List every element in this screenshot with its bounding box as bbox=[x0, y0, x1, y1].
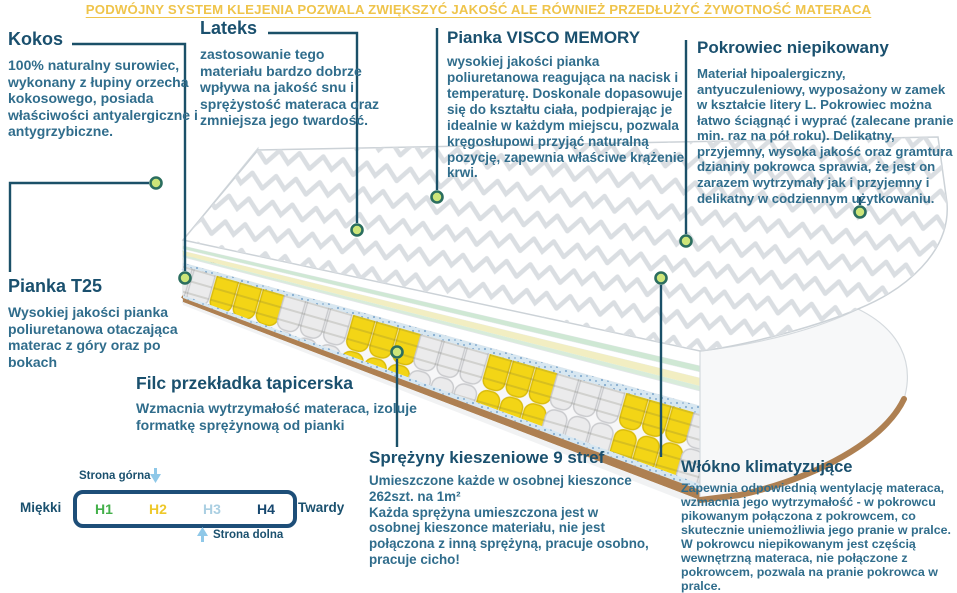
marker-sprezyny bbox=[392, 347, 403, 358]
sprezyny-description bbox=[369, 473, 649, 568]
filc-title: Filc przekładka tapicerska bbox=[136, 373, 353, 393]
sprezyny-description-line1: Umieszczone każde w osobnej kieszonce 262szt. na 1m² bbox=[369, 473, 632, 504]
scale-hard-label: Twardy bbox=[298, 500, 345, 515]
sprezyny-title: Sprężyny kieszeniowe 9 stref bbox=[369, 448, 605, 467]
filc-description: Wzmacnia wytrzymałość materaca, izoluje formatkę sprężynową od pianki bbox=[136, 400, 417, 433]
wlokno-title: Włókno klimatyzujące bbox=[681, 458, 853, 476]
hardness-scale bbox=[73, 490, 297, 528]
lateks-title: Lateks bbox=[200, 18, 258, 38]
wlokno-description: Zapewnia odpowiednią wentylację materaca, wzmacnia jego wytrzymałość - w pokrowcu pikowanym połączona z pokrowcem, co skutecznie uniemożliwia jego pranie w pralce. W pokrowcu niepikowanym jest częścią wewnętrzną materaca, nie połączone z pokrowcem, pozwala na pranie pokrowca w pralce. bbox=[681, 481, 951, 593]
top-side-label: Strona górna bbox=[79, 470, 151, 482]
marker-wlokno bbox=[656, 273, 667, 284]
hardness-h4: H4 bbox=[257, 501, 275, 517]
marker-t25 bbox=[151, 178, 162, 189]
lateks-description: zastosowanie tego materiału bardzo dobrze wpływa na jakość snu i sprężystość materaca oraz zmniejsza jego twardość. bbox=[200, 46, 379, 129]
marker-visco bbox=[432, 192, 443, 203]
marker-pokrowiec bbox=[681, 236, 692, 247]
pokrowiec-title: Pokrowiec niepikowany bbox=[697, 38, 889, 57]
visco-description: wysokiej jakości pianka poliuretanowa reagująca na nacisk i temperaturę. Doskonale dopasowuje się do kształtu ciała, podpierając je idealnie w każdym miejscu, pozwala kręgosłupowi przyjąć naturalną pozycję, zapewnia właściwe krążenie krwi. bbox=[447, 54, 685, 181]
kokos-title: Kokos bbox=[8, 29, 64, 49]
hardness-h3: H3 bbox=[203, 501, 221, 517]
pokrowiec-description: Materiał hipoalergiczny, antyuczuleniowy, wyposażony w zamek w kształcie litery L. Pokrowiec można łatwo ściągnąć i wyprać (zalecane pranie min. raz na pół roku). Delikatny, przyjemny, wysoka jakość oraz gramtura dzianiny pokrowca sprawia, że jest on zarazem wytrzymały jak i przyjemny i delikatny w codziennym użytkowaniu. bbox=[697, 66, 954, 206]
marker-pokrowiec-2 bbox=[855, 207, 866, 218]
hardness-h2: H2 bbox=[149, 501, 167, 517]
sprezyny-description-line2: Każda sprężyna umieszczona jest w osobnej kieszonce materiału, nie jest połączona z inną sprężyną, pracuje osobno, pracuje cicho! bbox=[369, 504, 649, 568]
page-title: PODWÓJNY SYSTEM KLEJENIA POZWALA ZWIĘKSZYĆ JAKOŚĆ ALE RÓWNIEŻ PRZEDŁUŻYĆ ŻYWOTNOŚĆ MATERACA bbox=[85, 2, 872, 17]
arrow-up-icon bbox=[197, 527, 208, 542]
pianka-t25-description: Wysokiej jakości pianka poliuretanowa otaczająca materac z góry oraz po bokach bbox=[8, 304, 178, 370]
marker-lateks bbox=[352, 225, 363, 236]
visco-title: Pianka VISCO MEMORY bbox=[447, 28, 641, 47]
bottom-side-label: Strona dolna bbox=[213, 529, 284, 541]
kokos-description: 100% naturalny surowiec, wykonany z łupiny orzecha kokosowego, posiada właściwości antyalergiczne i antygrzybiczne. bbox=[8, 57, 198, 140]
hardness-h1: H1 bbox=[95, 501, 113, 517]
scale-soft-label: Miękki bbox=[20, 500, 62, 515]
marker-kokos bbox=[180, 273, 191, 284]
arrow-down-icon bbox=[150, 468, 161, 483]
pianka-t25-title: Pianka T25 bbox=[8, 276, 103, 296]
connector-t25 bbox=[10, 183, 149, 272]
